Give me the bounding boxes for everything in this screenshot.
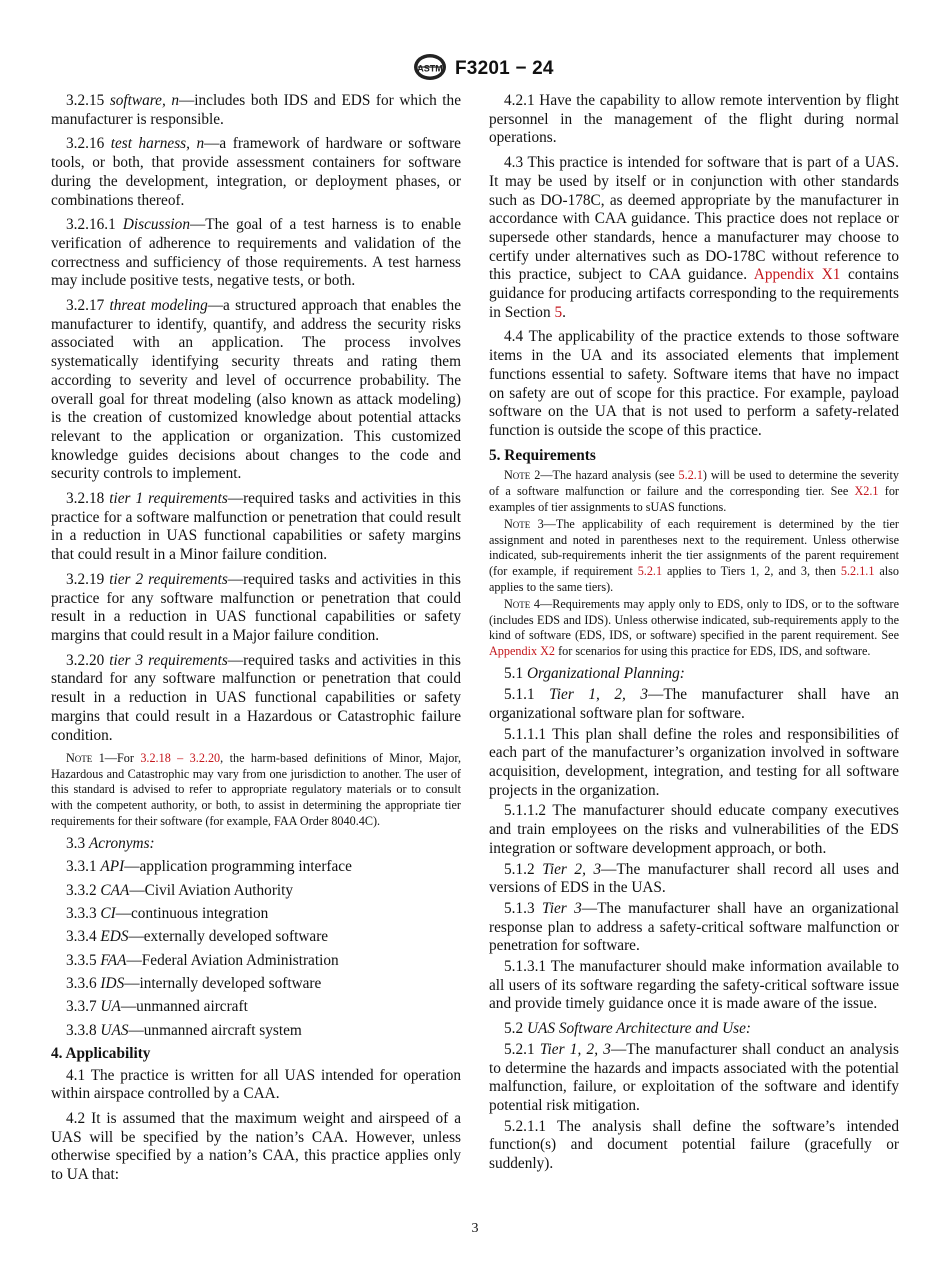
text-run: 4.2 It is assumed that the maximum weight and airspeed of a UAS will be specified by the nation’s CAA. However, unless otherwise specified by a nation’s CAA, this practice applies only to UA that: bbox=[51, 1109, 461, 1184]
text-run: 4.2.1 Have the capability to allow remote intervention by flight personnel in the management of the flight during normal operations. bbox=[489, 92, 899, 147]
note-label: Note bbox=[504, 517, 531, 532]
body-paragraph bbox=[51, 490, 461, 565]
text-run: —continuous integration bbox=[115, 905, 269, 923]
text-run: —unmanned aircraft bbox=[120, 998, 248, 1016]
cross-reference-link[interactable]: 5 bbox=[554, 303, 563, 321]
text-run: 3.2.16.1 bbox=[66, 216, 123, 234]
acronym-entry bbox=[51, 835, 461, 854]
term-italic: Tier 2, 3 bbox=[542, 860, 602, 878]
text-run: 3.3.2 bbox=[66, 881, 101, 899]
text-run: 3.3.4 bbox=[66, 928, 101, 946]
body-paragraph bbox=[51, 216, 461, 291]
cross-reference-link[interactable]: Appendix X2 bbox=[489, 643, 556, 658]
text-run: 3.2.15 bbox=[66, 92, 110, 109]
text-run: 3.2.20 bbox=[66, 651, 110, 669]
text-run: for examples of tier assignments to sUAS functions. bbox=[489, 483, 899, 514]
text-run: applies to Tiers 1, 2, and 3, then bbox=[662, 563, 841, 578]
body-paragraph bbox=[51, 652, 461, 746]
text-run: for scenarios for using this practice for EDS, IDS, and software. bbox=[555, 643, 871, 658]
cross-reference-link[interactable]: Appendix X1 bbox=[753, 266, 841, 284]
note-paragraph bbox=[51, 751, 461, 829]
body-paragraph bbox=[489, 686, 899, 723]
text-run: 5.1.1 bbox=[504, 686, 550, 704]
body-paragraph bbox=[51, 92, 461, 129]
acronym-entry bbox=[51, 858, 461, 877]
note-label: Note bbox=[66, 751, 93, 766]
term-italic: CAA bbox=[100, 881, 130, 899]
term-italic: EDS bbox=[100, 928, 129, 946]
acronym-entry bbox=[51, 905, 461, 924]
body-paragraph bbox=[489, 958, 899, 1014]
body-paragraph bbox=[51, 571, 461, 646]
note-paragraph bbox=[489, 468, 899, 515]
body-paragraph bbox=[489, 154, 899, 322]
term-italic: UAS bbox=[100, 1021, 129, 1039]
text-run: —The manufacturer shall record all uses and versions of EDS in the UAS. bbox=[489, 860, 899, 897]
body-paragraph bbox=[51, 1110, 461, 1185]
body-paragraph bbox=[51, 1067, 461, 1104]
body-paragraph bbox=[489, 802, 899, 858]
text-run: —Civil Aviation Authority bbox=[129, 881, 294, 899]
text-run: 5.2.1 bbox=[504, 1040, 540, 1058]
text-run: 3.3.8 bbox=[66, 1021, 101, 1039]
term-italic: Tier 1, 2, 3 bbox=[549, 686, 649, 704]
body-paragraph bbox=[489, 1041, 899, 1116]
body-paragraph bbox=[489, 861, 899, 898]
term-italic: Tier 3 bbox=[542, 899, 582, 917]
term-italic: threat modeling bbox=[109, 297, 208, 315]
text-run: 3.3.5 bbox=[66, 951, 101, 969]
text-run: 2—The hazard analysis (see bbox=[530, 468, 679, 483]
text-run: 4—Requirements may apply only to EDS, only to IDS, or to the software (includes EDS and IDS). Unless otherwise indicated, sub-requirements apply to the kind of software (EDS, IDS, or software) specified in the parent requirement. See bbox=[489, 597, 899, 643]
text-run: —The manufacturer shall have an organizational software plan for software. bbox=[489, 686, 899, 722]
text-run: —The goal of a test harness is to enable verification of adherence to requirements and validation of the correctness and sufficiency of those requirements. A test harness may include positive tests, negative tests, or both. bbox=[51, 216, 461, 290]
section-heading bbox=[51, 1045, 461, 1064]
text-run: —The manufacturer shall conduct an analysis to determine the hazards and impacts associated with the potential malfunction, failure, or exploitation of the software and identify potential risk mitigation. bbox=[489, 1040, 899, 1114]
cross-reference-link[interactable]: 5.2.1.1 bbox=[840, 563, 875, 578]
text-run: —internally developed software bbox=[124, 974, 322, 992]
text-run: 3.3.6 bbox=[66, 974, 101, 992]
text-run: 5. Requirements bbox=[489, 446, 596, 464]
text-run: 5.1 bbox=[504, 665, 527, 683]
term-italic: IDS bbox=[100, 974, 125, 992]
term-italic: CI bbox=[100, 905, 116, 923]
body-paragraph bbox=[489, 1020, 899, 1039]
text-run: —application programming interface bbox=[124, 858, 352, 876]
text-run: 3.2.19 bbox=[66, 570, 110, 588]
page-header bbox=[0, 52, 950, 86]
body-paragraph bbox=[489, 665, 899, 684]
text-run: 5.2 bbox=[504, 1020, 527, 1038]
text-run: 4.4 The applicability of the practice extends to those software items in the UA and its associated elements that implement functions essential to safety. Software items that have no impact on safety are out of scope for this practice. For example, payload software on the UA that is not used to perform a safety-related function is outside the scope of this practice. bbox=[489, 328, 899, 439]
acronym-entry bbox=[51, 928, 461, 947]
body-paragraph bbox=[489, 1118, 899, 1174]
term-italic: tier 2 requirements bbox=[109, 570, 228, 588]
note-label: Note bbox=[504, 468, 531, 483]
text-run: —unmanned aircraft system bbox=[128, 1021, 302, 1039]
cross-reference-link[interactable]: 3.2.18 – 3.2.20 bbox=[140, 751, 221, 766]
left-column bbox=[51, 92, 461, 1191]
body-paragraph bbox=[489, 328, 899, 440]
text-run: —a structured approach that enables the manufacturer to identify, quantify, and address the security risks associated with an application. The process involves systematically identifying security threats and rating them according to severity and level of occurrence probability. The overall goal for threat modeling (also known as attack modeling) is the creation of customized knowledge about potential attacks relevant to the application or organization. This customized knowledge guides decisions about changes to the code and security controls to implement. bbox=[51, 297, 461, 483]
body-paragraph bbox=[489, 900, 899, 956]
document-id: F3201 − 24 bbox=[455, 58, 554, 79]
text-run: 3.3.1 bbox=[66, 858, 101, 876]
body-paragraph bbox=[51, 135, 461, 210]
text-run: . bbox=[562, 303, 566, 321]
term-italic: UA bbox=[100, 998, 121, 1016]
right-column bbox=[489, 92, 899, 1180]
body-paragraph bbox=[489, 726, 899, 801]
text-run: contains guidance for producing artifacts corresponding to the requirements in Section bbox=[489, 266, 899, 321]
term-italic: Acronyms: bbox=[88, 835, 155, 853]
acronym-entry bbox=[51, 952, 461, 971]
cross-reference-link[interactable]: 5.2.1 bbox=[637, 563, 663, 578]
acronym-entry bbox=[51, 975, 461, 994]
acronym-entry bbox=[51, 882, 461, 901]
note-paragraph bbox=[489, 517, 899, 595]
body-paragraph bbox=[489, 92, 899, 148]
text-run: 3—The applicability of each requirement is determined by the tier assignment and noted in parentheses next to the requirement. Unless otherwise indicated, sub-requirements inherit the tier assignments of the parent requirement (for example, if requirement bbox=[489, 517, 899, 578]
term-italic: Discussion bbox=[122, 216, 190, 234]
cross-reference-link[interactable]: X2.1 bbox=[854, 483, 879, 498]
text-run: also applies to the same tiers). bbox=[489, 563, 899, 594]
section-heading bbox=[489, 447, 899, 466]
text-run: —required tasks and activities in this standard for any software malfunction or penetration that could result in a reduction in UAS functional capabilities or safety margins that could result in a Hazardous or Catastrophic failure condition. bbox=[51, 651, 462, 744]
text-run: 4. Applicability bbox=[51, 1044, 151, 1062]
term-italic: FAA bbox=[100, 951, 127, 969]
term-italic: tier 1 requirements bbox=[109, 490, 228, 508]
text-run: —required tasks and activities in this practice for a software malfunction or penetration that could result in a reduction in UAS functional capabilities or safety margins that could result in a Minor failure condition. bbox=[51, 490, 462, 564]
text-run: 5.1.1.2 The manufacturer should educate company executives and train employees on the risks and vulnerabilities of the EDS integration or software development approach, or both. bbox=[489, 802, 899, 857]
text-run: , the harm-based definitions of Minor, Major, Hazardous and Catastrophic may vary from one jurisdiction to another. The user of this standard is advised to refer to appropriate regulatory materials or to consult with the competent authority, or both, to assist in determining the appropriate tier requirements for their software (for example, FAA Order 8040.4C). bbox=[51, 751, 461, 828]
text-run: 4.1 The practice is written for all UAS intended for operation within airspace controlled by a CAA. bbox=[51, 1066, 461, 1103]
text-run: —Federal Aviation Administration bbox=[126, 951, 339, 969]
astm-logo-text: ASTM bbox=[417, 63, 443, 74]
term-italic: UAS Software Architecture and Use: bbox=[526, 1020, 751, 1038]
text-run: —externally developed software bbox=[128, 928, 329, 946]
text-run: 3.3.3 bbox=[66, 905, 101, 923]
term-italic: Organizational Planning: bbox=[526, 665, 685, 683]
term-italic: Tier 1, 2, 3 bbox=[539, 1040, 611, 1058]
text-run: 3.2.16 bbox=[66, 135, 111, 153]
text-run: 5.1.3.1 The manufacturer should make information available to all users of its software regarding the safety-critical software issue and provide timely guidance once it is made aware of the issue. bbox=[489, 958, 899, 1013]
text-run: 3.2.17 bbox=[66, 297, 110, 315]
text-run: 5.2.1.1 The analysis shall define the software’s intended function(s) and document potential failure (gracefully or suddenly). bbox=[489, 1117, 899, 1173]
body-paragraph bbox=[51, 297, 461, 484]
text-run: —a framework of hardware or software tools, or both, that provide assessment containers for software during the development, integration, or deployment phases, or combinations thereof. bbox=[51, 135, 461, 209]
term-italic: tier 3 requirements bbox=[109, 651, 228, 669]
acronym-entry bbox=[51, 998, 461, 1017]
text-run: —required tasks and activities in this practice for any software malfunction or penetration that could result in a reduction in UAS functional capabilities or safety margins that could result in a Major failure condition. bbox=[51, 570, 462, 644]
text-run: 1—For bbox=[92, 751, 141, 766]
note-label: Note bbox=[504, 597, 531, 612]
astm-logo-icon bbox=[410, 52, 450, 82]
text-run: 5.1.1.1 This plan shall define the roles and responsibilities of each part of the manufacturer’s organization involved in software acquisition, development, integration, and testing for all software projects in the organization. bbox=[489, 725, 899, 799]
text-run: 3.2.18 bbox=[66, 490, 110, 508]
text-run: —The manufacturer shall have an organizational response plan to address a safety-critical software malfunction or penetration for software. bbox=[489, 899, 899, 955]
text-run: 3.3.7 bbox=[66, 998, 101, 1016]
acronym-entry bbox=[51, 1022, 461, 1041]
page-number: 3 bbox=[471, 1221, 479, 1236]
text-run: —includes both IDS and EDS for which the manufacturer is responsible. bbox=[51, 92, 461, 128]
cross-reference-link[interactable]: 5.2.1 bbox=[678, 468, 703, 483]
text-run: ) will be used to determine the severity of a software malfunction or failure and the corresponding tier. See bbox=[489, 468, 899, 498]
text-run: 4.3 This practice is intended for software that is part of a UAS. It may be used by itself or in conjunction with other standards such as DO-178C, as deemed appropriate by the manufacturer in accordance with CAA guidance. This practice does not replace or supersede other standards, hence a manufacturer may choose to certify under alternatives such as DO-178C without reference to this practice, subject to CAA guidance. bbox=[489, 154, 899, 284]
text-run: 5.1.3 bbox=[504, 899, 543, 917]
term-italic: test harness, n bbox=[110, 135, 205, 153]
text-run: 5.1.2 bbox=[504, 860, 543, 878]
term-italic: software, n bbox=[109, 92, 179, 109]
text-run: 3.3 bbox=[66, 835, 89, 853]
note-paragraph bbox=[489, 597, 899, 659]
term-italic: API bbox=[100, 858, 125, 876]
